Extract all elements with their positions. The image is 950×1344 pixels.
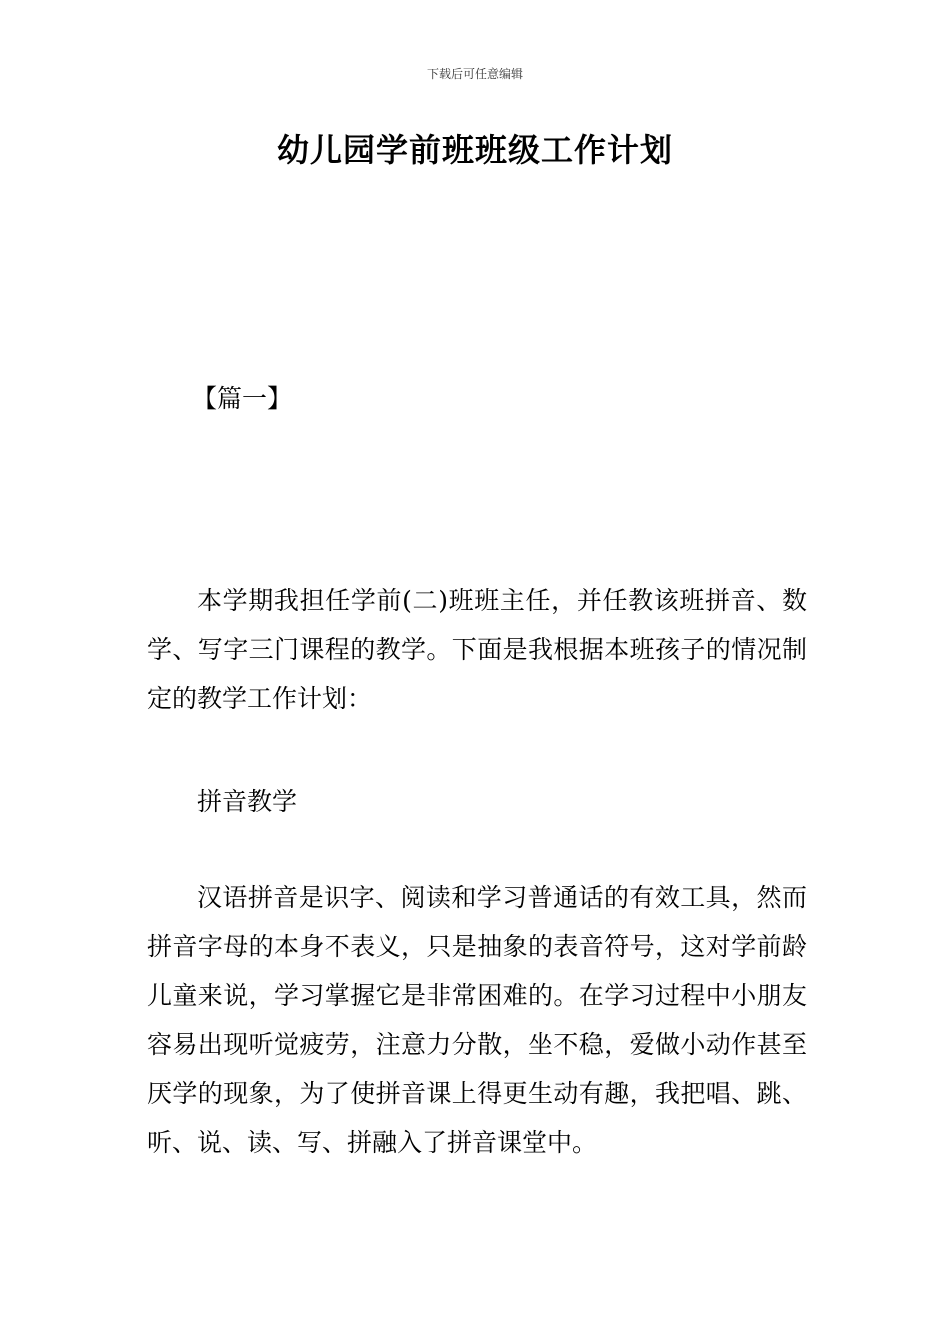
paragraph-heading-pinyin: 拼音教学 (197, 787, 298, 816)
paragraph-intro: 本学期我担任学前(二)班班主任，并任教该班拼音、数学、写字三门课程的教学。下面是我根据本班孩子的情况制定的教学工作计划： (147, 586, 807, 713)
paragraph-pinyin-teaching: 汉语拼音是识字、阅读和学习普通话的有效工具，然而拼音字母的本身不表义，只是抽象的表音符号，这对学前龄儿童来说，学习掌握它是非常困难的。在学习过程中小朋友容易出现听觉疲劳，注意力分散，坐不稳，爱做小动作甚至厌学的现象，为了使拼音课上得更生动有趣，我把唱、跳、听、说、读、写、拼融入了拼音课堂中。 (147, 883, 807, 1157)
document-title: 幼儿园学前班班级工作计划 (276, 131, 673, 169)
section-label: 【篇一】 (192, 384, 293, 413)
header-note: 下载后可任意编辑 (426, 67, 523, 81)
